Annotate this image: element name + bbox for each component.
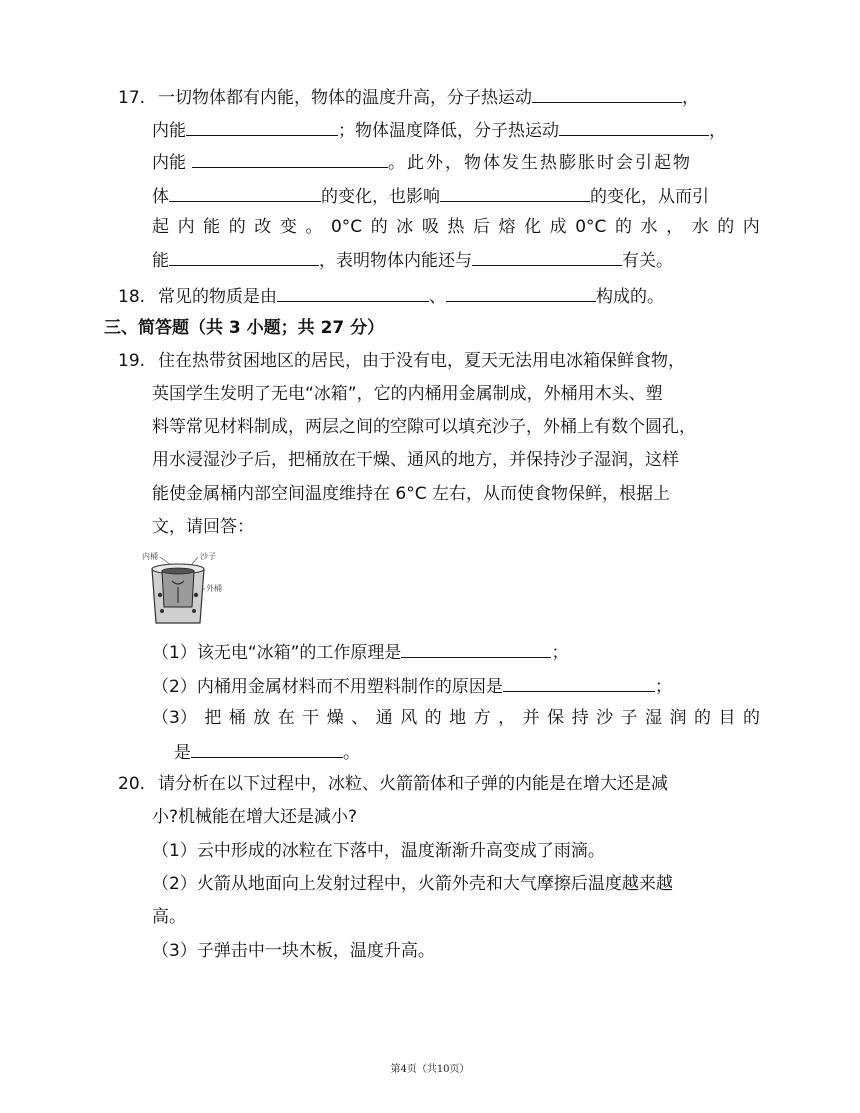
q19-sub-char: 持 bbox=[571, 708, 589, 728]
q19-sub-text: ； bbox=[654, 677, 672, 697]
q17-text: ， bbox=[682, 88, 699, 108]
answer-blank[interactable] bbox=[192, 150, 388, 168]
q17-text: 一切物体都有内能，物体的温度升高，分子热运动 bbox=[158, 88, 532, 108]
q19-line-1 bbox=[118, 350, 685, 372]
q17-char: 的 bbox=[614, 217, 632, 237]
q17-line-4 bbox=[152, 184, 709, 208]
figure-label-outer: 外桶 bbox=[206, 584, 222, 593]
q19-sub-char: 润 bbox=[669, 708, 687, 728]
q17-char: 水 bbox=[691, 217, 709, 237]
q20-sub-2: （2）火箭从地面向上发射过程中，火箭外壳和大气摩擦后温度越来越 bbox=[152, 874, 673, 894]
q17-char: 熔 bbox=[498, 217, 516, 237]
q19-sub-text: （1）该无电“冰箱”的工作原理是 bbox=[152, 643, 402, 663]
q19-line-6: 文，请回答： bbox=[152, 517, 254, 537]
q17-char: 吸 bbox=[421, 217, 439, 237]
q17-text: 的变化，也影响 bbox=[321, 187, 440, 207]
q18-text: 常见的物质是由 bbox=[158, 287, 277, 307]
q17-char: 的 bbox=[228, 217, 246, 237]
q17-char: ， bbox=[666, 217, 684, 237]
q17-char: 0°C bbox=[575, 217, 607, 237]
q17-text: 内能 bbox=[152, 121, 186, 141]
q20-line-1 bbox=[118, 773, 668, 795]
q17-char: 热 bbox=[447, 217, 465, 237]
q19-sub-char: 方 bbox=[473, 708, 491, 728]
answer-blank[interactable] bbox=[277, 284, 429, 302]
q19-sub-char: 燥 bbox=[326, 708, 344, 728]
q19-sub-char: 通 bbox=[375, 708, 393, 728]
q17-char: 成 bbox=[549, 217, 567, 237]
bucket-figure bbox=[142, 547, 232, 629]
q19-sub-char: 湿 bbox=[645, 708, 663, 728]
q17-char: 化 bbox=[524, 217, 542, 237]
q19-line-3: 料等常见材料制成，两层之间的空隙可以填充沙子，外桶上有数个圆孔， bbox=[152, 417, 696, 437]
answer-blank[interactable] bbox=[472, 248, 622, 266]
q17-char: 能 bbox=[203, 217, 221, 237]
q17-char: 的 bbox=[717, 217, 735, 237]
q19-sub-char: 、 bbox=[351, 708, 369, 728]
q19-sub-char: ， bbox=[498, 708, 516, 728]
answer-blank[interactable] bbox=[532, 85, 682, 103]
q18-text: 、 bbox=[429, 287, 446, 307]
q19-sub-char: 的 bbox=[742, 708, 760, 728]
answer-blank[interactable] bbox=[401, 640, 551, 658]
q19-sub-char: 的 bbox=[694, 708, 711, 728]
q17-char: 改 bbox=[254, 217, 272, 237]
q17-char: 变 bbox=[279, 217, 297, 237]
question-number: 19. bbox=[118, 351, 146, 371]
q20-text: 请分析在以下过程中，冰粒、火箭箭体和子弹的内能是在增大还是减 bbox=[158, 774, 668, 794]
q17-char: 0°C bbox=[330, 217, 363, 237]
q20-line-2: 小?机械能在增大还是减小? bbox=[152, 807, 358, 827]
q19-sub-char: 目 bbox=[718, 708, 736, 728]
q19-sub-char: 风 bbox=[400, 708, 418, 728]
q19-sub-char: 桶 bbox=[228, 708, 246, 728]
figure-label-inner: 内桶 bbox=[142, 552, 158, 561]
q19-sub-char: 并 bbox=[522, 708, 540, 728]
q18-line bbox=[118, 284, 664, 308]
q17-line-6 bbox=[152, 248, 673, 272]
page-footer: 第4页（共10页） bbox=[390, 1064, 470, 1075]
q17-line-2 bbox=[152, 118, 726, 142]
q19-sub-char: 沙 bbox=[596, 708, 614, 728]
answer-blank[interactable] bbox=[191, 740, 343, 758]
q19-line-5: 能使金属桶内部空间温度维持在 6°C 左右，从而使食物保鲜，根据上 bbox=[152, 484, 670, 504]
q19-sub-char: （3） bbox=[152, 708, 197, 728]
q19-sub-char: 子 bbox=[620, 708, 638, 728]
q19-text: 住在热带贫困地区的居民，由于没有电，夏天无法用电冰箱保鲜食物， bbox=[158, 351, 685, 371]
q20-sub-3: （3）子弹击中一块木板，温度升高。 bbox=[152, 941, 435, 961]
q17-char: 起 bbox=[152, 217, 169, 237]
q17-text: 。此外，物体发生热膨胀时会引起物 bbox=[388, 153, 692, 173]
answer-blank[interactable] bbox=[169, 184, 321, 202]
answer-blank[interactable] bbox=[186, 118, 338, 136]
q17-char: 后 bbox=[472, 217, 490, 237]
q19-line-2: 英国学生发明了无电“冰箱”，它的内桶用金属制成，外桶用木头、塑 bbox=[152, 384, 663, 404]
question-number: 17. bbox=[118, 88, 146, 108]
q17-line-1 bbox=[118, 85, 699, 109]
figure-label-sand: 沙子 bbox=[200, 552, 216, 561]
question-number: 20. bbox=[118, 774, 146, 794]
q19-sub-1 bbox=[152, 640, 568, 664]
q17-line-3 bbox=[152, 150, 692, 174]
answer-blank[interactable] bbox=[169, 248, 319, 266]
q19-line-4: 用水浸湿沙子后，把桶放在干燥、通风的地方，并保持沙子湿润，这样 bbox=[152, 450, 679, 470]
q19-sub-char: 把 bbox=[204, 708, 222, 728]
q17-text: ，表明物体内能还与 bbox=[319, 251, 472, 271]
question-number: 18. bbox=[118, 287, 146, 307]
q18-text: 构成的。 bbox=[596, 287, 664, 307]
q20-sub-1: （1）云中形成的冰粒在下落中，温度渐渐升高变成了雨滴。 bbox=[152, 841, 605, 861]
q17-text: 体 bbox=[152, 187, 169, 207]
section-heading: 三、简答题（共 3 小题；共 27 分） bbox=[104, 318, 385, 338]
q17-text: 能 bbox=[152, 251, 169, 271]
q19-sub-3-cont bbox=[174, 740, 360, 764]
q19-sub-char: 的 bbox=[424, 708, 442, 728]
q20-sub-2-cont: 高。 bbox=[152, 907, 186, 927]
q19-sub-text: （2）内桶用金属材料而不用塑料制作的原因是 bbox=[152, 677, 503, 697]
q17-text: 内能 bbox=[152, 153, 186, 173]
q17-line-5 bbox=[152, 216, 760, 238]
q19-sub-char: 在 bbox=[277, 708, 295, 728]
q17-text: 的变化，从而引 bbox=[590, 187, 709, 207]
answer-blank[interactable] bbox=[559, 118, 709, 136]
q19-sub-text: ； bbox=[551, 643, 569, 663]
q19-sub-char: 干 bbox=[302, 708, 320, 728]
q19-sub-char: 地 bbox=[449, 708, 467, 728]
q17-char: 内 bbox=[742, 217, 760, 237]
answer-blank[interactable] bbox=[446, 284, 596, 302]
q19-sub-text: 是 bbox=[174, 743, 191, 763]
q17-char: 的 bbox=[370, 217, 388, 237]
answer-blank[interactable] bbox=[440, 184, 590, 202]
q19-sub-text: 。 bbox=[343, 743, 360, 763]
q19-sub-char: 保 bbox=[547, 708, 565, 728]
q19-sub-3 bbox=[152, 707, 760, 729]
q17-text: ， bbox=[709, 121, 726, 141]
q19-sub-char: 放 bbox=[253, 708, 271, 728]
q17-char: 内 bbox=[177, 217, 195, 237]
answer-blank[interactable] bbox=[503, 674, 655, 692]
q17-char: 冰 bbox=[396, 217, 414, 237]
q19-sub-2 bbox=[152, 674, 672, 698]
q17-char: 。 bbox=[305, 217, 323, 237]
q17-char: 水 bbox=[640, 217, 658, 237]
q17-text: 有关。 bbox=[622, 251, 673, 271]
q17-text: ；物体温度降低，分子热运动 bbox=[338, 121, 559, 141]
